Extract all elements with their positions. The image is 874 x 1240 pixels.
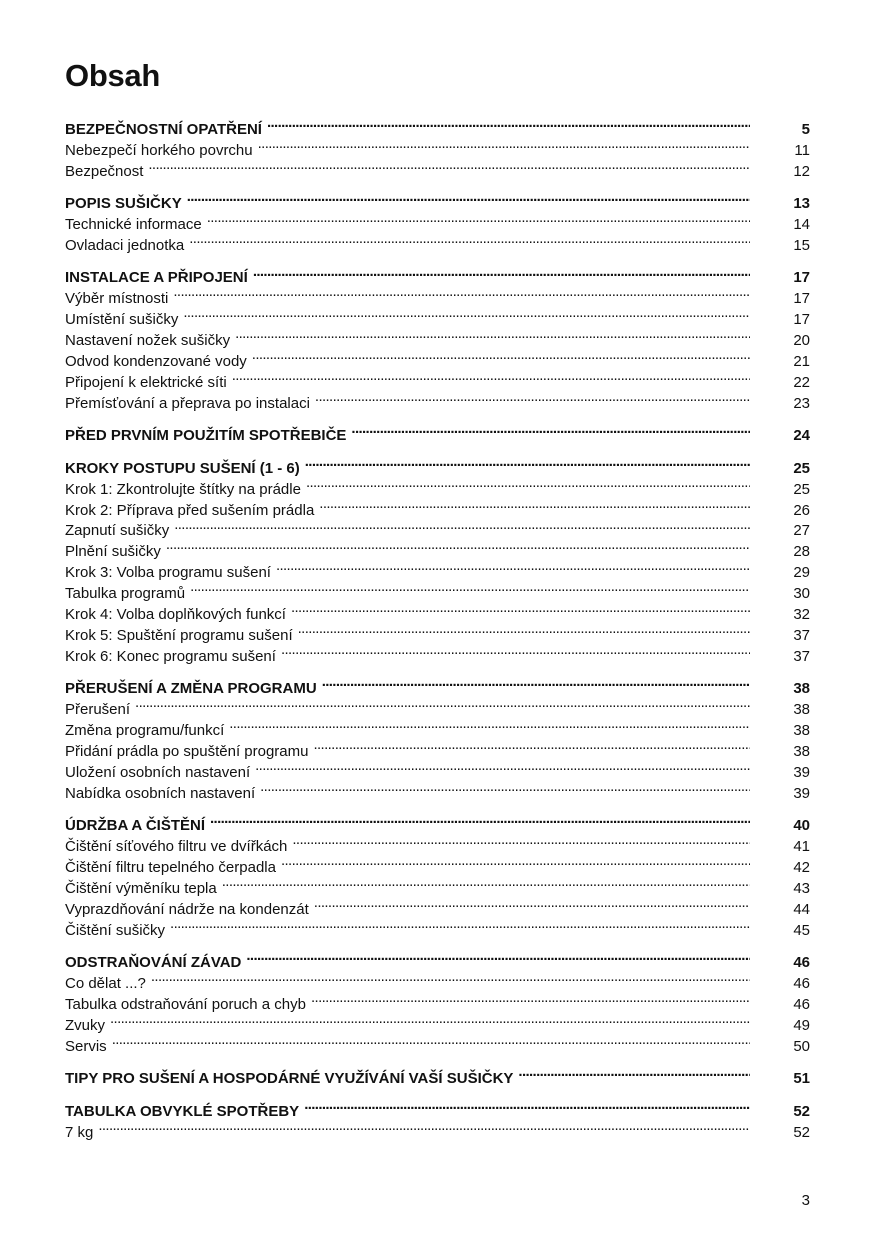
toc-entry[interactable]	[65, 914, 810, 939]
toc-section-heading[interactable]	[65, 452, 810, 477]
toc-entry-page: 14	[793, 216, 810, 234]
dot-leader	[253, 262, 750, 283]
dot-leader	[255, 756, 750, 777]
toc-entry-page: 17	[793, 290, 810, 308]
toc-entry-page: 51	[793, 1070, 810, 1088]
toc-section	[65, 946, 810, 1055]
toc-entry-page: 37	[793, 626, 810, 644]
toc-entry[interactable]	[65, 714, 810, 740]
dot-leader	[315, 387, 750, 408]
toc-entry-page: 27	[793, 522, 810, 540]
toc-entry[interactable]	[65, 282, 810, 308]
toc-entry-label: PŘERUŠENÍ A ZMĚNA PROGRAMU	[65, 680, 317, 698]
toc-section	[65, 452, 810, 665]
toc-entry-page: 21	[793, 352, 810, 370]
toc-entry-page: 37	[793, 647, 810, 665]
toc-section	[65, 113, 810, 180]
toc-entry[interactable]	[65, 155, 810, 180]
toc-entry-page: 22	[793, 373, 810, 391]
toc-entry-label: Krok 1: Zkontrolujte štítky na prádle	[65, 480, 301, 498]
dot-leader	[151, 967, 750, 988]
toc-entry-label: Přerušení	[65, 701, 131, 719]
toc-entry-label: Tabulka programů	[65, 585, 186, 603]
toc-entry-label: INSTALACE A PŘIPOJENÍ	[65, 269, 248, 287]
dot-leader	[98, 1116, 750, 1137]
dot-leader	[305, 452, 750, 473]
toc-entry-label: Zapnutí sušičky	[65, 522, 170, 540]
dot-leader	[229, 714, 750, 735]
dot-leader	[210, 809, 750, 830]
toc-entry-page: 38	[793, 701, 810, 719]
toc-entry-label: ODSTRAŇOVÁNÍ ZÁVAD	[65, 954, 242, 972]
toc-entry-page: 25	[793, 480, 810, 498]
toc-entry-label: Umístění sušičky	[65, 311, 179, 329]
toc-entry-page: 38	[793, 680, 810, 698]
toc-entry[interactable]	[65, 556, 810, 582]
dot-leader	[190, 577, 750, 598]
toc-entry-page: 50	[793, 1037, 810, 1055]
toc-entry-page: 25	[793, 459, 810, 477]
toc-section-heading[interactable]	[65, 946, 810, 972]
toc-entry-page: 13	[793, 195, 810, 213]
toc-entry[interactable]	[65, 1116, 810, 1141]
toc-entry-page: 11	[794, 141, 810, 159]
toc-entry-label: Tabulka odstraňování poruch a chyb	[65, 995, 306, 1013]
toc-section-heading[interactable]	[65, 262, 810, 287]
toc-entry-page: 46	[793, 975, 810, 992]
dot-leader	[135, 693, 750, 714]
dot-leader	[314, 893, 750, 914]
toc-entry[interactable]	[65, 1009, 810, 1034]
toc-entry-label: ÚDRŽBA A ČIŠTĚNÍ	[65, 817, 205, 835]
page-number: 3	[801, 1192, 810, 1209]
toc-entry-page: 49	[793, 1016, 810, 1034]
dot-leader	[306, 473, 750, 494]
dot-leader	[291, 598, 750, 619]
toc-section	[65, 672, 810, 802]
dot-leader	[298, 619, 750, 640]
toc-entry-page: 40	[793, 817, 810, 835]
toc-entry-label: Přemísťování a přeprava po instalaci	[65, 394, 310, 412]
toc-entry-label: Krok 3: Volba programu sušení	[65, 564, 271, 582]
toc-entry-page: 52	[793, 1123, 810, 1141]
toc-section-heading[interactable]	[65, 113, 810, 138]
toc-entry[interactable]	[65, 988, 810, 1013]
toc-entry-page: 24	[793, 427, 810, 445]
toc-entry-label: Krok 4: Volba doplňkových funkcí	[65, 605, 286, 623]
toc-entry[interactable]	[65, 1030, 810, 1055]
toc-section	[65, 187, 810, 254]
dot-leader	[166, 535, 750, 556]
toc-entry-page: 44	[793, 900, 810, 918]
toc-entry-page: 38	[793, 722, 810, 740]
toc-entry-label: Bezpečnost	[65, 162, 144, 180]
dot-leader	[258, 134, 750, 155]
toc-entry[interactable]	[65, 535, 810, 561]
dot-leader	[311, 988, 750, 1009]
dot-leader	[173, 282, 750, 303]
dot-leader	[174, 515, 750, 536]
toc-entry-label: KROKY POSTUPU SUŠENÍ (1 - 6)	[65, 459, 300, 477]
dot-leader	[246, 946, 750, 967]
toc-entry-label: Krok 2: Příprava před sušením prádla	[65, 501, 315, 519]
toc-entry-label: Čištění filtru tepelného čerpadla	[65, 858, 276, 876]
toc-section-heading[interactable]	[65, 419, 810, 445]
toc-entry-label: Čištění sušičky	[65, 921, 166, 939]
dot-leader	[267, 113, 750, 134]
toc-entry-page: 15	[793, 236, 810, 254]
toc-entry-page: 29	[793, 564, 810, 582]
dot-leader	[351, 419, 750, 440]
toc-entry-page: 45	[793, 921, 810, 939]
dot-leader	[170, 914, 750, 935]
toc-entry-label: Přidání prádla po spuštění programu	[65, 742, 309, 760]
toc-entry-label: Krok 5: Spuštění programu sušení	[65, 626, 293, 644]
toc-entry-label: TABULKA OBVYKLÉ SPOTŘEBY	[65, 1102, 300, 1120]
dot-leader	[183, 303, 750, 324]
toc-section	[65, 262, 810, 412]
toc-entry-label: POPIS SUŠIČKY	[65, 195, 182, 213]
toc-section	[65, 419, 810, 445]
toc-entry[interactable]	[65, 515, 810, 540]
toc-entry-label: Odvod kondenzované vody	[65, 352, 247, 370]
dot-leader	[252, 345, 750, 366]
toc-entry-page: 39	[793, 784, 810, 802]
dot-leader	[232, 366, 750, 387]
dot-leader	[292, 830, 750, 851]
page-title: Obsah	[65, 58, 160, 93]
toc-entry-page: 26	[793, 501, 810, 519]
toc-section-heading[interactable]	[65, 1062, 810, 1088]
toc-entry-page: 52	[793, 1102, 810, 1120]
dot-leader	[187, 187, 750, 208]
dot-leader	[276, 556, 750, 577]
table-of-contents	[65, 113, 810, 1148]
toc-entry[interactable]	[65, 967, 810, 992]
toc-entry-label: BEZPEČNOSTNÍ OPATŘENÍ	[65, 120, 262, 138]
dot-leader	[235, 324, 750, 345]
dot-leader	[222, 872, 750, 893]
toc-entry-page: 30	[793, 585, 810, 603]
toc-entry-label: Co dělat ...?	[65, 975, 146, 992]
toc-section	[65, 809, 810, 939]
toc-entry-page: 23	[793, 394, 810, 412]
dot-leader	[518, 1062, 750, 1083]
toc-section-heading[interactable]	[65, 1095, 810, 1120]
toc-entry-page: 46	[793, 995, 810, 1013]
dot-leader	[313, 735, 750, 756]
toc-entry-label: 7 kg	[65, 1123, 94, 1141]
toc-entry-label: TIPY PRO SUŠENÍ A HOSPODÁRNÉ VYUŽÍVÁNÍ VAŠÍ SUŠIČKY	[65, 1070, 514, 1088]
toc-entry-page: 17	[793, 269, 810, 287]
dot-leader	[207, 208, 750, 229]
toc-entry-label: PŘED PRVNÍM POUŽITÍM SPOTŘEBIČE	[65, 427, 347, 445]
toc-entry-label: Nebezpečí horkého povrchu	[65, 141, 253, 159]
toc-entry-label: Technické informace	[65, 216, 202, 234]
toc-entry[interactable]	[65, 693, 810, 719]
toc-entry-label: Změna programu/funkcí	[65, 722, 225, 740]
toc-entry-label: Ovladaci jednotka	[65, 236, 185, 254]
toc-entry[interactable]	[65, 303, 810, 329]
toc-entry-label: Vyprazdňování nádrže na kondenzát	[65, 900, 309, 918]
toc-entry-page: 38	[793, 742, 810, 760]
dot-leader	[281, 851, 750, 872]
toc-entry-page: 17	[793, 311, 810, 329]
dot-leader	[281, 640, 750, 661]
toc-entry-page: 20	[793, 332, 810, 350]
toc-entry-page: 5	[801, 120, 810, 138]
toc-entry-page: 42	[793, 858, 810, 876]
dot-leader	[304, 1095, 750, 1116]
toc-entry-label: Krok 6: Konec programu sušení	[65, 647, 276, 665]
dot-leader	[319, 494, 750, 515]
toc-section-heading[interactable]	[65, 187, 810, 213]
toc-entry-page: 28	[793, 543, 810, 561]
toc-entry-page: 41	[793, 838, 810, 856]
toc-entry-label: Plnění sušičky	[65, 543, 161, 561]
toc-entry-label: Výběr místnosti	[65, 290, 169, 308]
toc-entry-page: 43	[793, 879, 810, 897]
dot-leader	[112, 1030, 750, 1051]
dot-leader	[189, 229, 750, 250]
toc-section-heading[interactable]	[65, 672, 810, 698]
dot-leader	[110, 1009, 750, 1030]
toc-section-heading[interactable]	[65, 809, 810, 835]
toc-entry-label: Čištění síťového filtru ve dvířkách	[65, 838, 288, 856]
toc-entry-page: 46	[793, 954, 810, 972]
toc-entry-label: Čištění výměníku tepla	[65, 879, 217, 897]
toc-entry-label: Připojení k elektrické síti	[65, 373, 227, 391]
toc-entry-page: 32	[793, 605, 810, 623]
toc-entry-label: Zvuky	[65, 1016, 106, 1034]
toc-entry-label: Nastavení nožek sušičky	[65, 332, 231, 350]
toc-entry-label: Servis	[65, 1037, 107, 1055]
dot-leader	[260, 777, 750, 798]
toc-entry-label: Nabídka osobních nastavení	[65, 784, 256, 802]
toc-entry-page: 12	[793, 162, 810, 180]
toc-entry-page: 39	[793, 763, 810, 781]
dot-leader	[322, 672, 750, 693]
dot-leader	[148, 155, 750, 176]
toc-entry-label: Uložení osobních nastavení	[65, 763, 251, 781]
toc-section	[65, 1095, 810, 1141]
toc-section	[65, 1062, 810, 1088]
